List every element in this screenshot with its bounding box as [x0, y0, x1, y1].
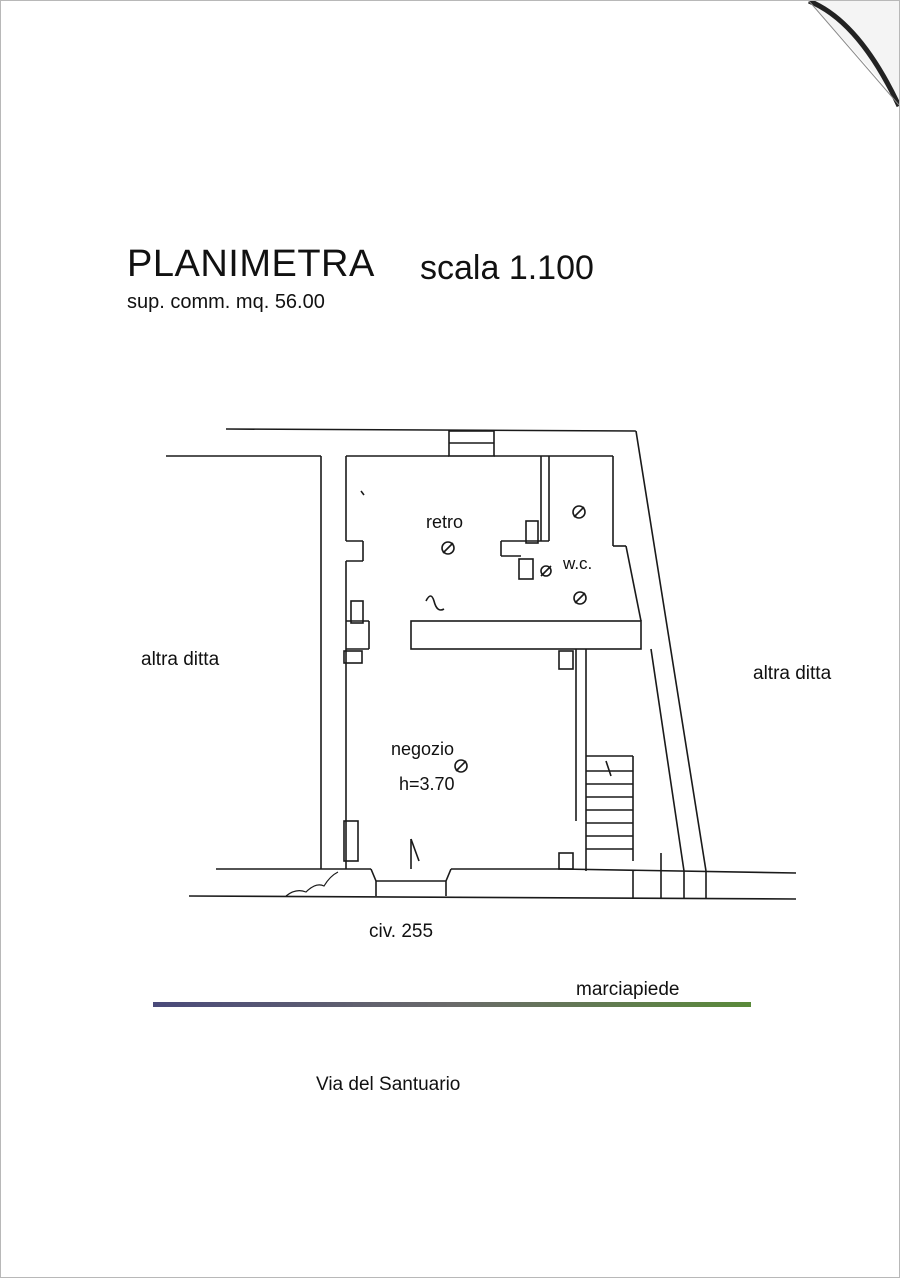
light-point-shop — [455, 760, 467, 772]
neighbor-right-label: altra ditta — [753, 663, 832, 684]
handwritten-note — [286, 872, 338, 896]
light-point-wc-mid — [541, 566, 551, 576]
sidewalk-line — [153, 1002, 751, 1007]
scale-label: scala 1.100 — [420, 249, 594, 287]
top-boundary-line — [226, 429, 636, 431]
room-label-wc: w.c. — [563, 554, 593, 573]
fixture-radiator-1 — [351, 601, 363, 623]
fixture-sink — [526, 521, 538, 543]
right-wall-inner-lower — [651, 649, 684, 871]
dividing-wall — [411, 621, 641, 649]
light-point-retro — [442, 542, 454, 554]
room-label-negozio: negozio — [391, 739, 455, 759]
plan-title: PLANIMETRA — [127, 243, 375, 285]
room-label-retro: retro — [426, 512, 464, 532]
light-point-wc-bottom — [574, 592, 586, 604]
civic-number-label: civ. 255 — [369, 921, 434, 942]
street-name-label: Via del Santuario — [316, 1074, 461, 1095]
facade-line — [189, 896, 796, 899]
sidewalk-label: marciapiede — [576, 979, 680, 1000]
neighbor-left-label: altra ditta — [141, 649, 220, 670]
surface-label: sup. comm. mq. 56.00 — [127, 291, 325, 313]
light-point-wc-top — [573, 506, 585, 518]
room-height-label: h=3.70 — [399, 774, 455, 794]
staircase — [586, 761, 633, 849]
fixture-pipe — [426, 596, 444, 610]
right-party-wall-outer — [636, 431, 706, 871]
fixture-wc-bowl — [519, 559, 533, 579]
fixture-radiator-3 — [559, 651, 573, 669]
folded-corner — [799, 1, 899, 111]
fixture-radiator-4 — [559, 853, 573, 869]
